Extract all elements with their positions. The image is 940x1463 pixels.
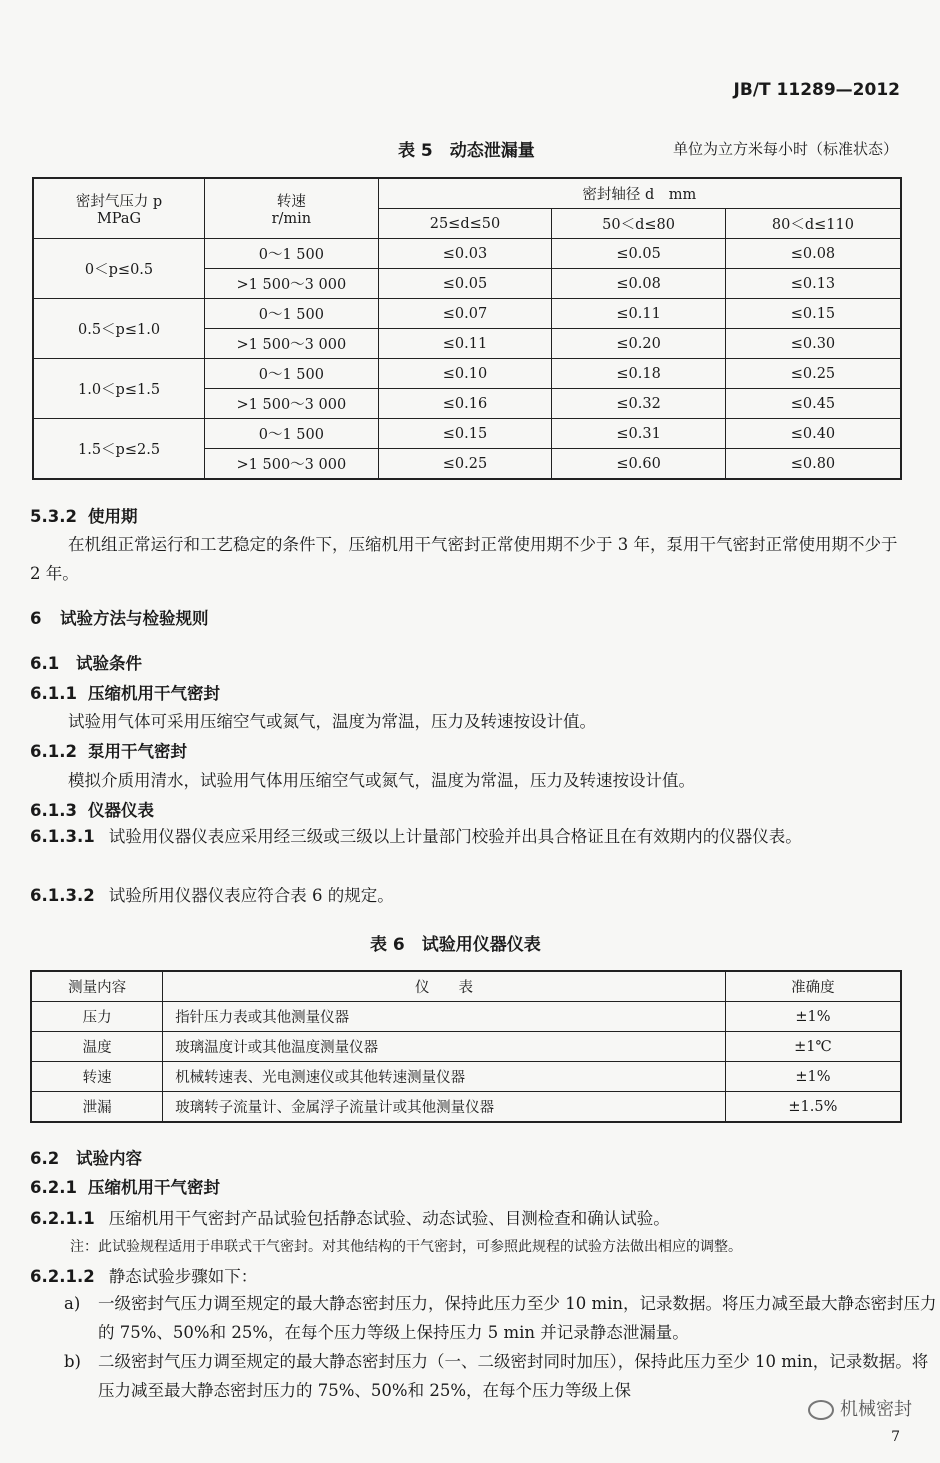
list-item-b (64, 1347, 938, 1405)
section-5-3-2-text: 在机组正常运行和工艺稳定的条件下，压缩机用干气密封正常使用期不少于 3 年，泵用干气密封正常使用期不少于 2 年。 (30, 535, 898, 583)
header-pressure-unit: MPaG (96, 211, 142, 227)
leakage-value-cell: ≤0.15 (725, 299, 901, 329)
section-number: 6.1.3 (30, 801, 77, 820)
measure-cell: 压力 (31, 1002, 163, 1032)
header-speed-unit: r/min (271, 211, 312, 227)
leakage-value-cell: ≤0.31 (552, 419, 726, 449)
accuracy-cell: ±1.5% (725, 1092, 901, 1123)
measure-cell: 温度 (31, 1032, 163, 1062)
leakage-value-cell: ≤0.11 (552, 299, 726, 329)
section-text: 静态试验步骤如下： (108, 1267, 258, 1286)
speed-range-cell: >1 500～3 000 (205, 449, 379, 480)
section-6-2-1-1 (30, 1205, 904, 1229)
measure-cell: 转速 (31, 1062, 163, 1092)
table5-header-d1: 25≤d≤50 (378, 209, 552, 239)
header-speed-label: 转速 (276, 194, 306, 210)
instrument-cell: 指针压力表或其他测量仪器 (163, 1002, 726, 1032)
section-6-1-1-text: 试验用气体可采用压缩空气或氮气，温度为常温，压力及转速按设计值。 (68, 712, 596, 731)
speed-range-cell: >1 500～3 000 (205, 269, 379, 299)
table6 (30, 970, 902, 1123)
table6-header-accuracy: 准确度 (725, 971, 901, 1002)
list-label: a) (64, 1294, 81, 1313)
leakage-value-cell: ≤0.16 (378, 389, 552, 419)
instrument-cell: 玻璃转子流量计、金属浮子流量计或其他测量仪器 (163, 1092, 726, 1123)
section-6-2-1-heading (30, 1174, 220, 1198)
speed-range-cell: 0～1 500 (205, 419, 379, 449)
leakage-value-cell: ≤0.25 (378, 449, 552, 480)
leakage-value-cell: ≤0.05 (378, 269, 552, 299)
section-6-2-1-2 (30, 1263, 904, 1287)
section-6-heading (30, 605, 209, 629)
section-title: 泵用干气密封 (88, 742, 187, 761)
table5-body (33, 239, 901, 480)
pressure-range-cell: 1.0＜p≤1.5 (33, 359, 205, 419)
section-6-2-heading (30, 1145, 142, 1169)
table6-header-measure: 测量内容 (31, 971, 163, 1002)
section-title: 使用期 (88, 507, 138, 526)
speed-range-cell: 0～1 500 (205, 239, 379, 269)
speed-range-cell: 0～1 500 (205, 359, 379, 389)
measure-cell: 泄漏 (31, 1092, 163, 1123)
table5-header-speed (205, 178, 379, 239)
instrument-cell: 机械转速表、光电测速仪或其他转速测量仪器 (163, 1062, 726, 1092)
list-text: 二级密封气压力调至规定的最大静态密封压力（一、二级密封同时加压），保持此压力至少 10 min，记录数据。将压力减至最大静态密封压力的 75%、50%和 25%，在每个压力等级上保 (98, 1352, 929, 1400)
table-row (33, 419, 901, 449)
watermark (808, 1395, 912, 1421)
leakage-value-cell: ≤0.11 (378, 329, 552, 359)
section-6-1-heading (30, 650, 142, 674)
section-text: 试验所用仪器仪表应符合表 6 的规定。 (108, 886, 394, 905)
leakage-value-cell: ≤0.10 (378, 359, 552, 389)
section-number: 6.1.3.2 (30, 886, 95, 905)
table-row (33, 359, 901, 389)
leakage-value-cell: ≤0.15 (378, 419, 552, 449)
accuracy-cell: ±1℃ (725, 1032, 901, 1062)
leakage-value-cell: ≤0.20 (552, 329, 726, 359)
table-row (31, 1002, 901, 1032)
table5-header-d3: 80＜d≤110 (725, 209, 901, 239)
section-6-1-2-text: 模拟介质用清水，试验用气体用压缩空气或氮气，温度为常温，压力及转速按设计值。 (68, 771, 695, 790)
section-number: 5.3.2 (30, 507, 77, 526)
header-pressure-label: 密封气压力 p (75, 194, 163, 210)
speed-range-cell: >1 500～3 000 (205, 329, 379, 359)
section-number: 6.2.1 (30, 1178, 77, 1197)
table-row (31, 1062, 901, 1092)
section-6-1-1-heading (30, 680, 220, 704)
leakage-value-cell: ≤0.32 (552, 389, 726, 419)
leakage-value-cell: ≤0.08 (725, 239, 901, 269)
table5 (32, 177, 902, 480)
pressure-range-cell: 1.5＜p≤2.5 (33, 419, 205, 480)
leakage-value-cell: ≤0.05 (552, 239, 726, 269)
section-number: 6 (30, 609, 42, 628)
accuracy-cell: ±1% (725, 1062, 901, 1092)
pressure-range-cell: 0.5＜p≤1.0 (33, 299, 205, 359)
section-title: 试验条件 (76, 654, 142, 673)
leakage-value-cell: ≤0.18 (552, 359, 726, 389)
section-title: 压缩机用干气密封 (88, 1178, 220, 1197)
pressure-range-cell: 0＜p≤0.5 (33, 239, 205, 299)
section-title: 试验内容 (76, 1149, 142, 1168)
leakage-value-cell: ≤0.60 (552, 449, 726, 480)
leakage-value-cell: ≤0.03 (378, 239, 552, 269)
section-number: 6.2 (30, 1149, 60, 1168)
table6-caption: 表 6 试验用仪器仪表 (370, 935, 541, 955)
table-row (33, 299, 901, 329)
leakage-value-cell: ≤0.30 (725, 329, 901, 359)
section-number: 6.1 (30, 654, 60, 673)
leakage-value-cell: ≤0.80 (725, 449, 901, 480)
section-6-1-3-2 (30, 882, 904, 906)
section-text: 压缩机用干气密封产品试验包括静态试验、动态试验、目测检查和确认试验。 (108, 1209, 670, 1228)
table5-header-diameter: 密封轴径 d mm (378, 178, 901, 209)
table5-caption: 表 5 动态泄漏量 (398, 141, 535, 161)
instrument-cell: 玻璃温度计或其他温度测量仪器 (163, 1032, 726, 1062)
wechat-icon (808, 1400, 834, 1420)
section-5-3-2-heading (30, 503, 138, 527)
leakage-value-cell: ≤0.40 (725, 419, 901, 449)
section-title: 试验方法与检验规则 (60, 609, 209, 628)
section-6-1-2-heading (30, 738, 187, 762)
table6-body (31, 1002, 901, 1123)
speed-range-cell: >1 500～3 000 (205, 389, 379, 419)
table5-header-pressure (33, 178, 205, 239)
list-text: 一级密封气压力调至规定的最大静态密封压力，保持此压力至少 10 min，记录数据。将压力减至最大静态密封压力的 75%、50%和 25%，在每个压力等级上保持压力 5 min 并记录静态泄漏量。 (98, 1294, 937, 1342)
leakage-value-cell: ≤0.07 (378, 299, 552, 329)
section-title: 压缩机用干气密封 (88, 684, 220, 703)
page-number: 7 (891, 1429, 900, 1445)
section-title: 仪器仪表 (88, 801, 154, 820)
table5-unit: 单位为立方米每小时（标准状态） (672, 140, 898, 158)
section-number: 6.1.2 (30, 742, 77, 761)
watermark-text: 机械密封 (840, 1399, 912, 1420)
speed-range-cell: 0～1 500 (205, 299, 379, 329)
list-item-a (64, 1289, 938, 1347)
table-row (31, 1092, 901, 1123)
leakage-value-cell: ≤0.25 (725, 359, 901, 389)
section-6-1-3-1 (30, 822, 904, 851)
table-row (33, 239, 901, 269)
accuracy-cell: ±1% (725, 1002, 901, 1032)
leakage-value-cell: ≤0.08 (552, 269, 726, 299)
leakage-value-cell: ≤0.45 (725, 389, 901, 419)
table-row (31, 1032, 901, 1062)
leakage-value-cell: ≤0.13 (725, 269, 901, 299)
section-number: 6.1.3.1 (30, 827, 95, 846)
table6-header-instrument: 仪 表 (163, 971, 726, 1002)
note: 注：此试验规程适用于串联式干气密封。对其他结构的干气密封，可参照此规程的试验方法做出相应的调整。 (70, 1239, 742, 1255)
section-number: 6.2.1.1 (30, 1209, 95, 1228)
section-number: 6.2.1.2 (30, 1267, 95, 1286)
list-label: b) (64, 1352, 81, 1371)
section-number: 6.1.1 (30, 684, 77, 703)
table5-header-d2: 50＜d≤80 (552, 209, 726, 239)
standard-number: JB/T 11289—2012 (733, 80, 900, 100)
section-6-1-3-heading (30, 797, 154, 821)
section-text: 试验用仪器仪表应采用经三级或三级以上计量部门校验并出具合格证且在有效期内的仪器仪表。 (108, 827, 802, 846)
